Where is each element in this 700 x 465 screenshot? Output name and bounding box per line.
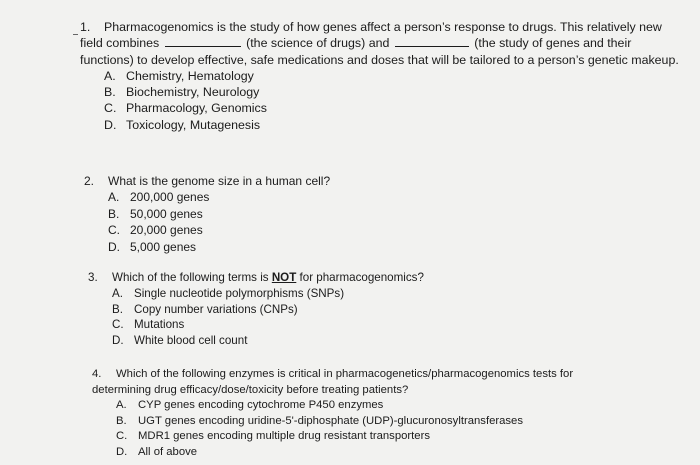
option-letter: B.	[112, 302, 123, 316]
option-item[interactable]	[108, 222, 644, 238]
option-letter: C.	[116, 430, 128, 442]
question-1-options	[104, 68, 680, 133]
option-item[interactable]	[112, 286, 678, 302]
option-letter: B.	[116, 414, 127, 427]
option-text: Biochemistry, Neurology	[126, 85, 260, 100]
option-letter: A.	[104, 68, 116, 83]
option-text: Mutations	[134, 318, 185, 332]
option-letter: D.	[116, 445, 128, 458]
option-text: Single nucleotide polymorphisms (SNPs)	[134, 286, 345, 300]
question-3-stem	[88, 270, 678, 286]
option-item[interactable]	[116, 398, 682, 414]
option-letter: C.	[104, 101, 117, 116]
question-3-stem-before: Which of the following terms is	[112, 271, 269, 284]
option-text: CYP genes encoding cytochrome P450 enzymes	[138, 399, 384, 411]
option-item[interactable]	[112, 317, 678, 333]
option-text: MDR1 genes encoding multiple drug resistant transporters	[138, 430, 430, 442]
option-letter: B.	[104, 85, 116, 100]
question-4-options	[116, 398, 682, 460]
answer-blank-2[interactable]	[395, 36, 469, 47]
question-4-stem-line1: Which of the following enzymes is critical in pharmacogenetics/pharmacogenomics tests for	[116, 368, 574, 380]
answer-blank-1[interactable]	[165, 36, 241, 47]
option-letter: D.	[112, 334, 124, 348]
option-item[interactable]	[104, 100, 680, 116]
option-text: 5,000 genes	[130, 239, 197, 254]
option-letter: B.	[108, 206, 120, 221]
option-text: White blood cell count	[134, 334, 248, 348]
option-letter: D.	[104, 117, 117, 132]
question-3-stem-after: for pharmacogenomics?	[299, 271, 424, 284]
question-3-options	[112, 286, 678, 349]
option-text: Toxicology, Mutagenesis	[126, 117, 261, 132]
question-3	[88, 270, 678, 349]
option-text: Chemistry, Hematology	[126, 68, 254, 83]
option-text: Pharmacology, Genomics	[126, 101, 267, 116]
option-text: 20,000 genes	[130, 223, 203, 238]
option-item[interactable]	[104, 117, 680, 133]
option-letter: A.	[116, 399, 127, 411]
question-4	[92, 367, 682, 460]
option-item[interactable]	[112, 333, 678, 349]
option-text: 200,000 genes	[130, 190, 210, 205]
question-4-number: 4.	[92, 368, 102, 380]
option-item[interactable]	[116, 445, 682, 461]
question-4-stem	[92, 367, 682, 398]
question-1-stem-part2: (the science of drugs) and	[246, 36, 390, 51]
option-text: Copy number variations (CNPs)	[134, 302, 298, 316]
question-1-stem-part1: Pharmacogenomics is the study of how genes affect a person’s response to drugs. This relatively new field combines	[80, 20, 662, 51]
question-2-stem-text: What is the genome size in a human cell?	[108, 174, 331, 188]
option-text: 50,000 genes	[130, 206, 203, 221]
option-letter: C.	[112, 318, 124, 332]
option-item[interactable]	[108, 189, 644, 205]
option-letter: A.	[112, 286, 123, 300]
option-item[interactable]	[104, 84, 680, 100]
option-item[interactable]	[108, 206, 644, 222]
option-item[interactable]	[116, 414, 682, 430]
question-1-number: 1.	[80, 20, 91, 34]
option-item[interactable]	[104, 68, 680, 84]
option-item[interactable]	[108, 239, 644, 255]
question-3-emphasis: NOT	[271, 271, 297, 284]
question-1-stem	[80, 19, 680, 68]
margin-mark	[73, 34, 78, 35]
question-3-number: 3.	[88, 271, 98, 284]
option-item[interactable]	[116, 429, 682, 445]
question-1-stem-part3: (the study of genes and their functions) to develop effective, safe medications and doses that will be tailored to a person’s genetic makeup.	[80, 36, 679, 67]
question-2	[84, 173, 644, 255]
option-letter: A.	[108, 190, 120, 205]
question-2-stem	[84, 173, 644, 189]
option-text: All of above	[138, 445, 198, 458]
option-letter: D.	[108, 239, 120, 254]
option-text: UGT genes encoding uridine-5'-diphosphate (UDP)-glucuronosyltransferases	[138, 414, 523, 427]
question-2-options	[108, 189, 644, 255]
option-item[interactable]	[112, 302, 678, 318]
option-letter: C.	[108, 223, 120, 238]
question-4-stem-line2: determining drug efficacy/dose/toxicity before treating patients?	[92, 383, 409, 396]
question-2-number: 2.	[84, 174, 95, 188]
question-1	[80, 19, 680, 133]
